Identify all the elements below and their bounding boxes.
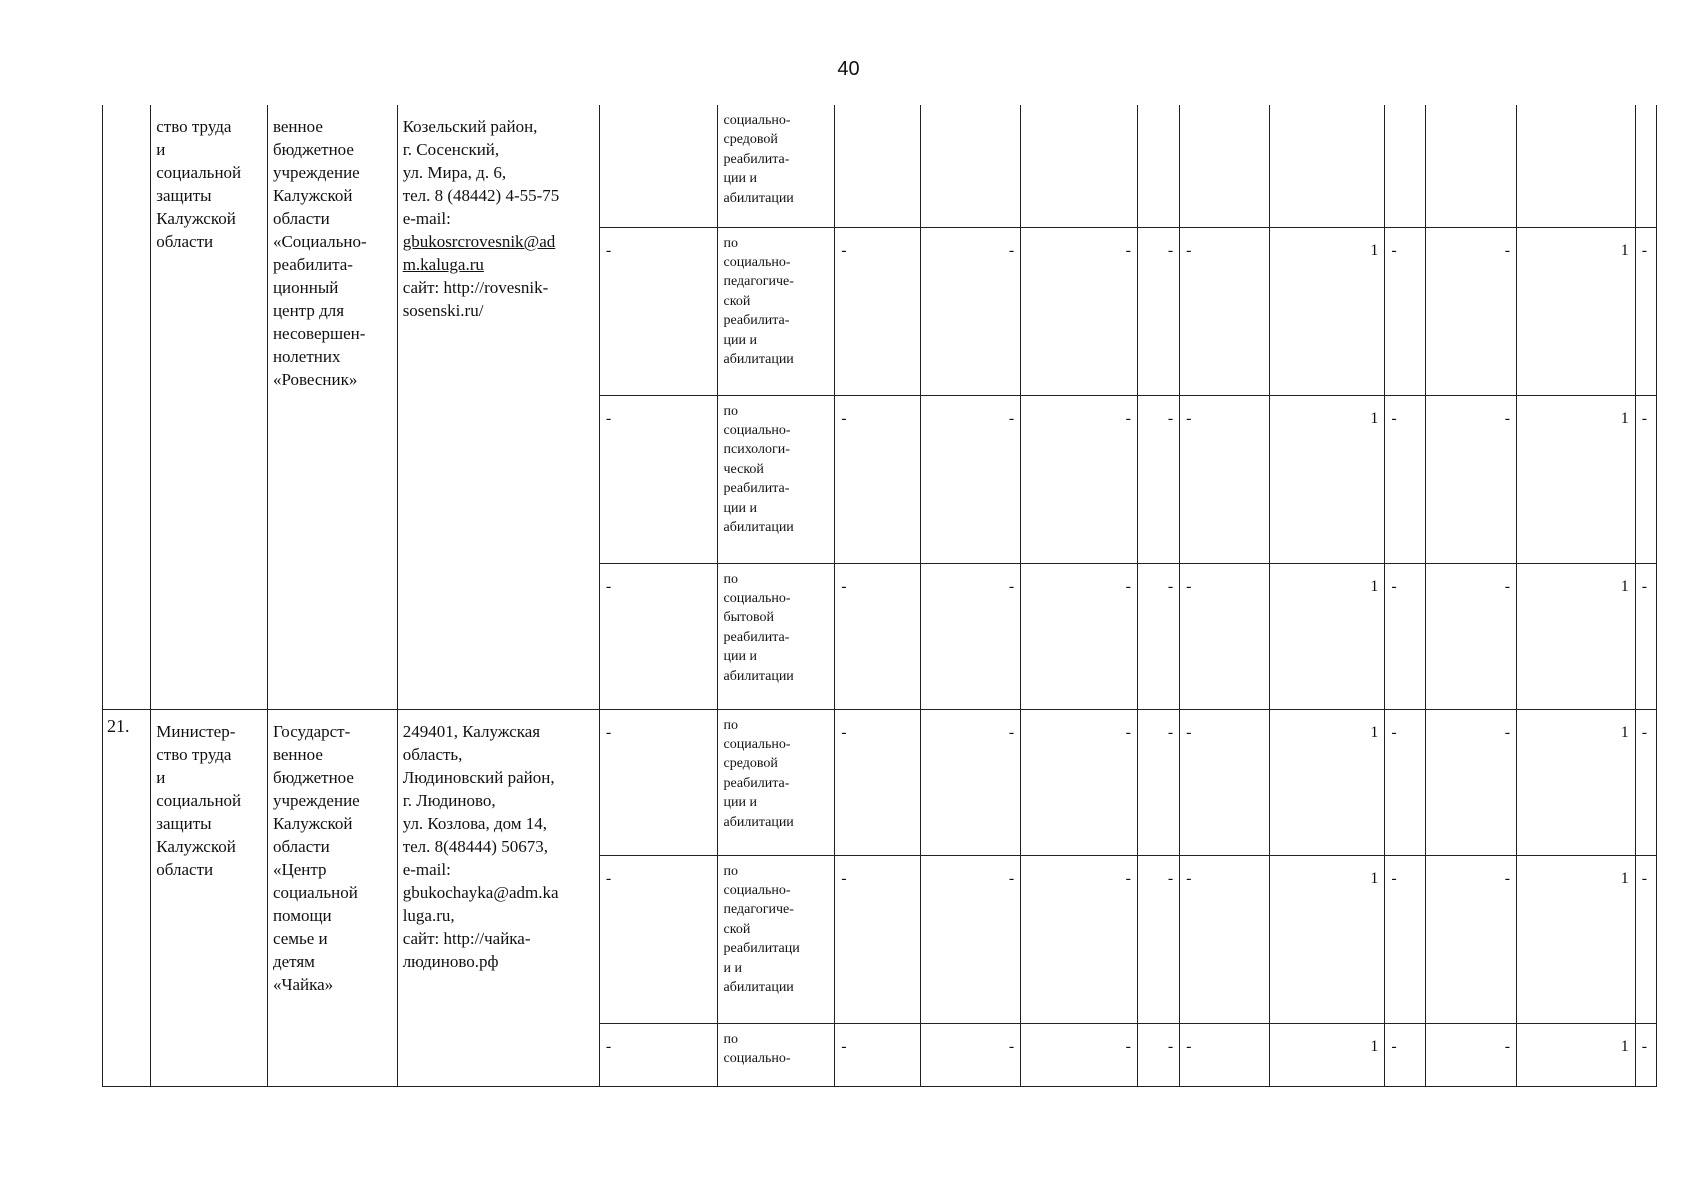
value-cell: [1425, 105, 1517, 227]
value-cell: -: [1021, 709, 1138, 855]
value-cell: 1: [1517, 563, 1636, 709]
value-cell: 1: [1517, 855, 1636, 1023]
service-name-cell: по социально- средовой реабилита- ции и абилитации: [717, 709, 835, 855]
value-cell: [1269, 105, 1385, 227]
value-cell: -: [1137, 855, 1179, 1023]
value-cell: -: [1180, 1023, 1270, 1086]
service-name-cell: по социально-: [717, 1023, 835, 1086]
value-cell: -: [1385, 227, 1425, 395]
value-cell: 1: [1517, 709, 1636, 855]
institution-cell: Государст- венное бюджетное учреждение Калужской области «Центр социальной помощи семье и детям «Чайка»: [267, 709, 397, 1086]
value-cell: -: [1385, 709, 1425, 855]
value-cell: -: [1180, 227, 1270, 395]
value-cell: -: [1021, 563, 1138, 709]
value-cell: -: [1180, 395, 1270, 563]
dash-cell: -: [599, 709, 717, 855]
service-name-cell: по социально- педагогиче- ской реабилитаци и и абилитации: [717, 855, 835, 1023]
value-cell: -: [1385, 395, 1425, 563]
value-cell: -: [1425, 855, 1517, 1023]
value-cell: 1: [1269, 395, 1385, 563]
value-cell: -: [1180, 855, 1270, 1023]
value-cell: -: [1425, 395, 1517, 563]
value-cell: -: [835, 395, 920, 563]
value-cell: -: [1137, 395, 1179, 563]
row-number: [103, 105, 151, 709]
value-cell: [1180, 105, 1270, 227]
value-cell: -: [1635, 709, 1656, 855]
value-cell: -: [1180, 709, 1270, 855]
value-cell: -: [1425, 227, 1517, 395]
dash-cell: -: [599, 227, 717, 395]
dash-cell: -: [599, 563, 717, 709]
value-cell: -: [1635, 1023, 1656, 1086]
value-cell: -: [835, 709, 920, 855]
value-cell: -: [1425, 563, 1517, 709]
value-cell: -: [1137, 709, 1179, 855]
value-cell: 1: [1269, 1023, 1385, 1086]
page-number: 40: [837, 58, 860, 80]
value-cell: [835, 105, 920, 227]
value-cell: -: [1137, 563, 1179, 709]
value-cell: -: [1425, 709, 1517, 855]
value-cell: [1517, 105, 1636, 227]
site-text: сайт: http://rovesnik- sosenski.ru/: [402, 278, 549, 320]
service-name-cell: социально- средовой реабилита- ции и абилитации: [717, 105, 835, 227]
institution-cell: венное бюджетное учреждение Калужской области «Социально- реабилита- ционный центр для несовершен- нолетних «Ровесник»: [267, 105, 397, 709]
value-cell: -: [920, 227, 1021, 395]
value-cell: -: [920, 855, 1021, 1023]
value-cell: -: [920, 1023, 1021, 1086]
value-cell: -: [1021, 395, 1138, 563]
value-cell: -: [1635, 563, 1656, 709]
ministry-cell: Министер- ство труда и социальной защиты Калужской области: [151, 709, 268, 1086]
value-cell: -: [920, 563, 1021, 709]
value-cell: [1385, 105, 1425, 227]
value-cell: -: [1425, 1023, 1517, 1086]
dash-cell: -: [599, 855, 717, 1023]
value-cell: -: [1021, 855, 1138, 1023]
value-cell: -: [1021, 1023, 1138, 1086]
value-cell: -: [1385, 563, 1425, 709]
email-link[interactable]: gbukosrcrovesnik@ad m.kaluga.ru: [402, 232, 556, 274]
value-cell: -: [1180, 563, 1270, 709]
value-cell: -: [1635, 855, 1656, 1023]
services-table: [102, 105, 1657, 1087]
value-cell: -: [1635, 227, 1656, 395]
value-cell: -: [920, 395, 1021, 563]
value-cell: -: [835, 563, 920, 709]
value-cell: [1021, 105, 1138, 227]
value-cell: -: [1385, 855, 1425, 1023]
value-cell: 1: [1269, 227, 1385, 395]
table-row: [103, 709, 1657, 855]
value-cell: 1: [1517, 227, 1636, 395]
value-cell: -: [835, 855, 920, 1023]
value-cell: -: [1635, 395, 1656, 563]
value-cell: [1137, 105, 1179, 227]
ministry-cell: ство труда и социальной защиты Калужской области: [151, 105, 268, 709]
value-cell: 1: [1517, 395, 1636, 563]
value-cell: 1: [1269, 855, 1385, 1023]
value-cell: -: [835, 227, 920, 395]
value-cell: -: [1385, 1023, 1425, 1086]
row-number: 21.: [103, 709, 151, 1086]
address-cell: [397, 105, 599, 709]
service-name-cell: по социально- педагогиче- ской реабилита- ции и абилитации: [717, 227, 835, 395]
address-text: 249401, Калужская область, Людиновский район, г. Людиново, ул. Козлова, дом 14, тел. 8(48444) 50673, e-mail: gbukochayka@adm.ka luga.ru, сайт: http://чайка- людиново.рф: [402, 721, 559, 971]
value-cell: -: [1021, 227, 1138, 395]
value-cell: -: [1137, 1023, 1179, 1086]
value-cell: [1635, 105, 1656, 227]
value-cell: [920, 105, 1021, 227]
address-text: Козельский район, г. Сосенский, ул. Мира, д. 6, тел. 8 (48442) 4-55-75 e-mail:: [402, 117, 560, 228]
dash-cell: [599, 105, 717, 227]
service-name-cell: по социально- психологи- ческой реабилита- ции и абилитации: [717, 395, 835, 563]
dash-cell: -: [599, 1023, 717, 1086]
value-cell: -: [1137, 227, 1179, 395]
value-cell: 1: [1269, 563, 1385, 709]
dash-cell: -: [599, 395, 717, 563]
value-cell: 1: [1517, 1023, 1636, 1086]
value-cell: -: [835, 1023, 920, 1086]
service-name-cell: по социально- бытовой реабилита- ции и абилитации: [717, 563, 835, 709]
value-cell: 1: [1269, 709, 1385, 855]
table-row: [103, 105, 1657, 227]
value-cell: -: [920, 709, 1021, 855]
address-cell: [397, 709, 599, 1086]
